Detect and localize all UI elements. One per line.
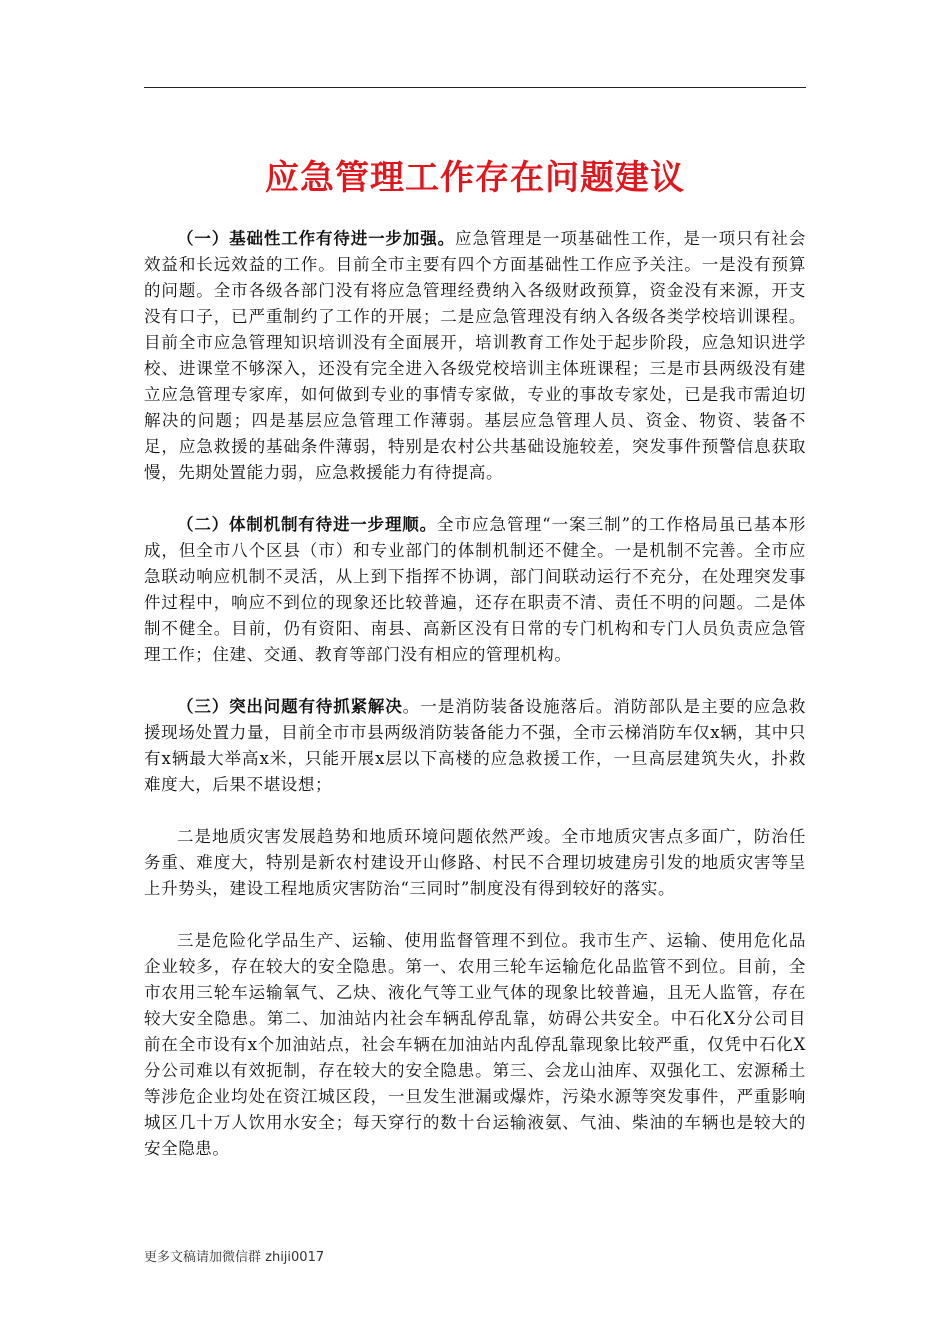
paragraph-5	[144, 928, 806, 1162]
paragraph-3	[144, 694, 806, 798]
paragraph-1-text: 应急管理是一项基础性工作，是一项只有社会效益和长远效益的工作。目前全市主要有四个方面基础性工作应予关注。一是没有预算的问题。全市各级各部门没有将应急管理经费纳入各级财政预算，资金没有来源，开支没有口子，已严重制约了工作的开展；二是应急管理没有纳入各级各类学校培训课程。目前全市应急管理知识培训没有全面展开，培训教育工作处于起步阶段，应急知识进学校、进课堂不够深入，还没有完全进入各级党校培训主体班课程；三是市县两级没有建立应急管理专家库，如何做到专业的事情专家做，专业的事故专家处，已是我市需迫切解决的问题；四是基层应急管理工作薄弱。基层应急管理人员、资金、物资、装备不足，应急救援的基础条件薄弱，特别是农村公共基础设施较差，突发事件预警信息获取慢，先期处置能力弱，应急救援能力有待提高。	[144, 229, 807, 482]
paragraph-3-heading: （三）突出问题有待抓紧解决	[177, 697, 403, 716]
paragraph-1-heading: （一）基础性工作有待进一步加强。	[177, 229, 455, 248]
paragraph-3-text: 。一是消防装备设施落后。消防部队是主要的应急救援现场处置力量，目前全市市县两级消防装备能力不强，全市云梯消防车仅x辆，其中只有x辆最大举高x米，只能开展x层以下高楼的应急救援工作，一旦高层建筑失火，扑救难度大，后果不堪设想；	[144, 697, 806, 794]
paragraph-2	[144, 512, 806, 668]
footer-note: 更多文稿请加微信群 zhiji0017	[144, 1250, 325, 1265]
paragraph-4-text: 二是地质灾害发展趋势和地质环境问题依然严竣。全市地质灾害点多面广，防治任务重、难度大，特别是新农村建设开山修路、村民不合理切坡建房引发的地质灾害等呈上升势头，建设工程地质灾害防治“三同时”制度没有得到较好的落实。	[144, 827, 806, 898]
document-body	[144, 226, 806, 1188]
paragraph-1	[144, 226, 806, 486]
paragraph-2-heading: （二）体制机制有待进一步理顺。	[177, 515, 437, 534]
paragraph-4	[144, 824, 806, 902]
header-rule	[144, 87, 806, 88]
document-title: 应急管理工作存在问题建议	[265, 158, 685, 198]
paragraph-5-text: 三是危险化学品生产、运输、使用监督管理不到位。我市生产、运输、使用危化品企业较多，存在较大的安全隐患。第一、农用三轮车运输危化品监管不到位。目前，全市农用三轮车运输氧气、乙炔、液化气等工业气体的现象比较普遍，且无人监管，存在较大安全隐患。第二、加油站内社会车辆乱停乱靠，妨碍公共安全。中石化X分公司目前在全市设有x个加油站点，社会车辆在加油站内乱停乱靠现象比较严重，仅凭中石化X分公司难以有效扼制，存在较大的安全隐患。第三、会龙山油库、双强化工、宏源稀土等涉危企业均处在资江城区段，一旦发生泄漏或爆炸，污染水源等突发事件，严重影响城区几十万人饮用水安全；每天穿行的数十台运输液氨、气油、柴油的车辆也是较大的安全隐患。	[144, 931, 806, 1158]
paragraph-2-text: 全市应急管理“一案三制”的工作格局虽已基本形成，但全市八个区县（市）和专业部门的体制机制还不健全。一是机制不完善。全市应急联动响应机制不灵活，从上到下指挥不协调，部门间联动运行不充分，在处理突发事件过程中，响应不到位的现象还比较普遍，还存在职责不清、责任不明的问题。二是体制不健全。目前，仍有资阳、南县、高新区没有日常的专门机构和专门人员负责应急管理工作；住建、交通、教育等部门没有相应的管理机构。	[144, 515, 807, 664]
